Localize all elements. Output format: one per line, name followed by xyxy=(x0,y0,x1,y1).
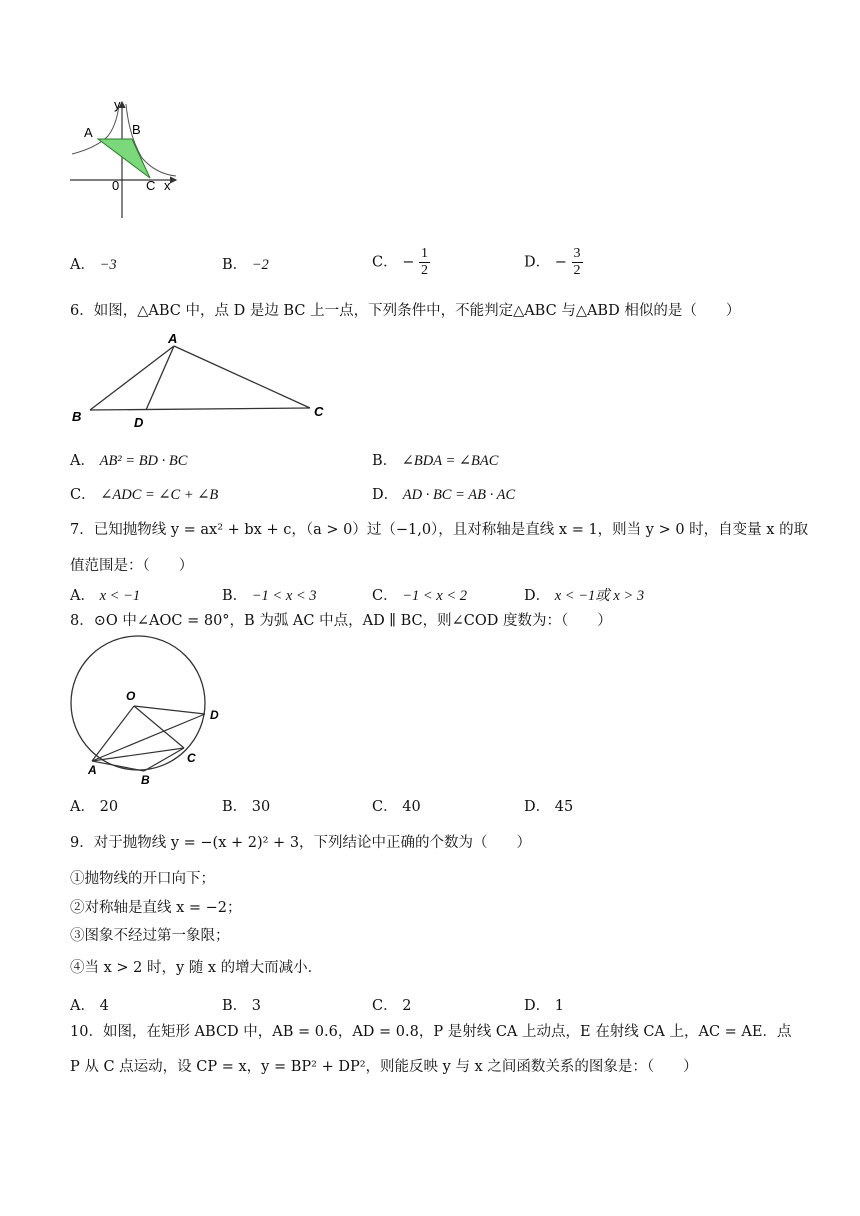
option-text: 45 xyxy=(554,799,574,815)
fraction xyxy=(419,246,430,279)
option-letter: C． xyxy=(372,254,398,271)
q6-figure xyxy=(68,330,338,430)
q8-option-a[interactable] xyxy=(70,797,118,817)
q7-stem-line2 xyxy=(70,556,193,576)
label-d: D xyxy=(134,415,144,430)
q7-option-b[interactable] xyxy=(222,586,317,606)
option-sign: − xyxy=(554,254,567,271)
q5-option-d[interactable] xyxy=(524,246,583,279)
numerator: 3 xyxy=(573,246,581,261)
question-number: 7． xyxy=(70,522,94,538)
option-text: −1 < x < 2 xyxy=(402,588,468,604)
option-letter: A． xyxy=(70,998,95,1014)
label-o: O xyxy=(126,689,136,703)
question-text: P 从 C 点运动，设 CP = x，y = BP² + DP²，则能反映 y 与 x 之间函数关系的图象是：（ ） xyxy=(70,1059,698,1075)
q6-option-b[interactable] xyxy=(372,451,498,471)
option-letter: B． xyxy=(222,998,248,1014)
question-number: 10． xyxy=(70,1024,103,1040)
q7-option-a[interactable] xyxy=(70,586,140,606)
q8-stem xyxy=(70,611,612,631)
option-text: x < −1或 x > 3 xyxy=(554,588,645,604)
label-a: A xyxy=(84,125,93,140)
q8-option-d[interactable] xyxy=(524,797,573,817)
q5-option-a[interactable] xyxy=(70,255,117,275)
q8-option-c[interactable] xyxy=(372,797,421,817)
option-text: AB² = BD · BC xyxy=(99,453,188,469)
question-text: 已知抛物线 y = ax² + bx + c，（a > 0）过（−1,0），且对称轴是直线 x = 1，则当 y > 0 时，自变量 x 的取 xyxy=(93,522,809,538)
option-letter: A． xyxy=(70,257,95,273)
question-text: ⊙O 中∠AOC = 80°，B 为弧 AC 中点，AD ∥ BC，则∠COD 度数为：（ ） xyxy=(93,613,612,629)
question-text: 对于抛物线 y = −(x + 2)² + 3，下列结论中正确的个数为（ ） xyxy=(93,835,532,851)
option-letter: D． xyxy=(524,254,551,271)
q9-item-1: ①抛物线的开口向下； xyxy=(70,871,215,887)
denominator: 2 xyxy=(573,263,581,278)
segment-ac xyxy=(174,346,310,408)
option-text: ∠ADC = ∠C + ∠B xyxy=(100,487,219,503)
q9-item-3: ③图象不经过第一象限； xyxy=(70,928,230,944)
q7-option-d[interactable] xyxy=(524,586,644,606)
option-text: AD · BC = AB · AC xyxy=(402,487,516,503)
option-text: 3 xyxy=(251,998,261,1014)
denominator: 2 xyxy=(420,263,428,278)
q9-option-c[interactable] xyxy=(372,996,411,1016)
option-text: x < −1 xyxy=(99,588,141,604)
segment-ab xyxy=(92,761,144,771)
q6-option-d[interactable] xyxy=(372,485,515,505)
q10-stem-line2 xyxy=(70,1057,698,1077)
option-text: 30 xyxy=(251,799,271,815)
label-a: A xyxy=(168,331,178,346)
label-b: B xyxy=(132,122,141,137)
circle-o xyxy=(71,636,205,770)
option-text: −3 xyxy=(99,257,117,273)
option-text: −1 < x < 3 xyxy=(251,588,317,604)
option-letter: A． xyxy=(70,799,95,815)
option-sign: − xyxy=(402,254,415,271)
q7-stem-line1 xyxy=(70,520,808,540)
q5-option-b[interactable] xyxy=(222,255,269,275)
option-letter: B． xyxy=(222,257,248,273)
segment-ac xyxy=(92,748,184,761)
label-x: x xyxy=(164,178,171,193)
label-o: 0 xyxy=(112,178,120,193)
question-text: 如图，在矩形 ABCD 中，AB = 0.6，AD = 0.8，P 是射线 CA 上动点，E 在射线 CA 上，AC = AE．点 xyxy=(102,1024,792,1040)
numerator: 1 xyxy=(420,246,428,261)
question-number: 9． xyxy=(70,835,94,851)
label-b: B xyxy=(72,409,82,424)
question-number: 8． xyxy=(70,613,94,629)
label-c: C xyxy=(146,178,156,193)
option-letter: A． xyxy=(70,588,95,604)
option-letter: B． xyxy=(372,453,398,469)
label-c: C xyxy=(187,751,196,765)
option-text: 1 xyxy=(554,998,564,1014)
option-text: 2 xyxy=(402,998,412,1014)
segment-ad xyxy=(146,346,174,410)
question-number: 6． xyxy=(70,303,94,319)
q7-option-c[interactable] xyxy=(372,586,467,606)
label-c: C xyxy=(314,404,324,419)
option-letter: D． xyxy=(524,588,551,604)
option-text: 20 xyxy=(99,799,119,815)
option-letter: D． xyxy=(372,487,399,503)
option-letter: A． xyxy=(70,453,95,469)
q5-figure xyxy=(66,96,186,220)
q5-option-c[interactable] xyxy=(372,246,430,279)
option-letter: D． xyxy=(524,998,551,1014)
segment-bc xyxy=(144,748,184,771)
segment-ab xyxy=(90,346,174,410)
option-letter: D． xyxy=(524,799,551,815)
q6-stem xyxy=(70,301,740,321)
label-y: y xyxy=(114,97,121,112)
question-text: 值范围是：（ ） xyxy=(70,558,194,574)
q8-option-b[interactable] xyxy=(222,797,270,817)
q8-figure xyxy=(62,638,232,788)
q9-option-d[interactable] xyxy=(524,996,564,1016)
fraction xyxy=(572,246,583,279)
label-b: B xyxy=(141,773,150,787)
option-letter: C． xyxy=(70,487,96,503)
label-a: A xyxy=(88,763,97,777)
option-letter: B． xyxy=(222,799,248,815)
segment-od xyxy=(134,706,205,714)
option-text: −2 xyxy=(251,257,269,273)
q9-item-2: ②对称轴是直线 x = −2； xyxy=(70,900,242,916)
q6-option-a[interactable] xyxy=(70,451,187,471)
q9-item-4: ④当 x > 2 时，y 随 x 的增大而减小． xyxy=(70,960,323,976)
option-text: 4 xyxy=(99,998,109,1014)
q9-option-b[interactable] xyxy=(222,996,261,1016)
option-letter: C． xyxy=(372,799,398,815)
segment-oc xyxy=(134,706,184,748)
q6-option-c[interactable] xyxy=(70,485,218,505)
q9-option-a[interactable] xyxy=(70,996,109,1016)
option-text: 40 xyxy=(402,799,421,815)
q9-stem xyxy=(70,833,531,853)
option-letter: C． xyxy=(372,588,398,604)
question-text: 如图，△ABC 中，点 D 是边 BC 上一点，下列条件中，不能判定△ABC 与△ABD 相似的是（ ） xyxy=(93,303,741,319)
option-text: ∠BDA = ∠BAC xyxy=(401,453,499,469)
segment-bc xyxy=(90,408,310,410)
option-letter: B． xyxy=(222,588,248,604)
q10-stem-line1 xyxy=(70,1022,791,1042)
label-d: D xyxy=(210,708,219,722)
option-letter: C． xyxy=(372,998,398,1014)
